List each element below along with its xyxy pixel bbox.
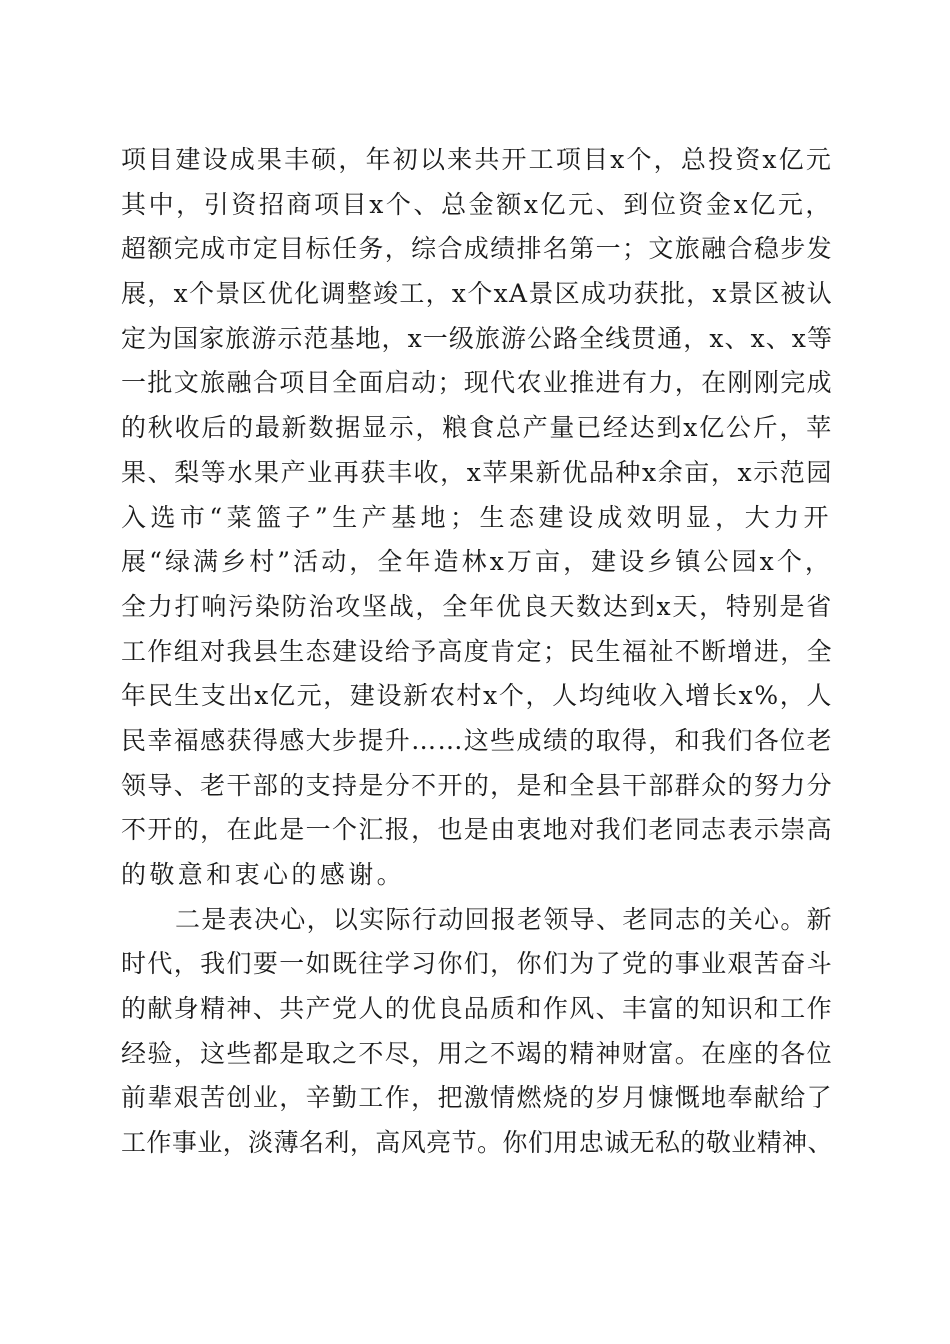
text-line: 工作组对我县生态建设给予高度肯定；民生福祉不断增进，全 [121,636,833,666]
text-line: 二是表决心，以实际行动回报老领导、老同志的关心。新 [175,904,833,934]
text-line: 入选市“菜篮子”生产基地；生态建设成效明显，大力开 [121,502,833,532]
text-line: 果、梨等水果产业再获丰收，x苹果新优品种x余亩，x示范园 [121,457,833,487]
text-line: 超额完成市定目标任务，综合成绩排名第一；文旅融合稳步发 [121,234,833,264]
text-line: 定为国家旅游示范基地，x一级旅游公路全线贯通，x、x、x等 [121,323,833,353]
text-line: 全力打响污染防治攻坚战，全年优良天数达到x天，特别是省 [121,591,833,621]
text-line: 时代，我们要一如既往学习你们，你们为了党的事业艰苦奋斗 [121,949,833,979]
text-line: 民幸福感获得感大步提升……这些成绩的取得，和我们各位老 [121,725,833,755]
text-line: 经验，这些都是取之不尽，用之不竭的精神财富。在座的各位 [121,1038,833,1068]
text-line: 项目建设成果丰硕，年初以来共开工项目x个，总投资x亿元 [121,145,834,174]
paragraph-achievements [121,138,833,898]
text-line: 的秋收后的最新数据显示，粮食总产量已经达到x亿公斤，苹 [121,413,833,443]
text-line: 年民生支出x亿元，建设新农村x个，人均纯收入增长x%，人 [121,681,834,711]
text-line: 一批文旅融合项目全面启动；现代农业推进有力，在刚刚完成 [121,368,833,398]
paragraph-determination [121,898,833,1166]
text-line: 领导、老干部的支持是分不开的，是和全县干部群众的努力分 [121,770,833,800]
text-line: 展“绿满乡村”活动，全年造林x万亩，建设乡镇公园x个， [121,547,834,577]
text-line: 展，x个景区优化调整竣工，x个xA景区成功获批，x景区被认 [121,279,834,309]
text-line: 其中，引资招商项目x个、总金额x亿元、到位资金x亿元， [121,189,833,219]
text-line: 不开的，在此是一个汇报，也是由衷地对我们老同志表示崇高 [121,815,833,845]
text-line: 的敬意和衷心的感谢。 [121,860,406,889]
text-line: 的献身精神、共产党人的优良品质和作风、丰富的知识和工作 [121,994,833,1024]
text-line: 前辈艰苦创业，辛勤工作，把激情燃烧的岁月慷慨地奉献给了 [121,1083,833,1113]
body-text [121,138,833,1166]
text-line: 工作事业，淡薄名利，高风亮节。你们用忠诚无私的敬业精神、 [121,1128,833,1158]
